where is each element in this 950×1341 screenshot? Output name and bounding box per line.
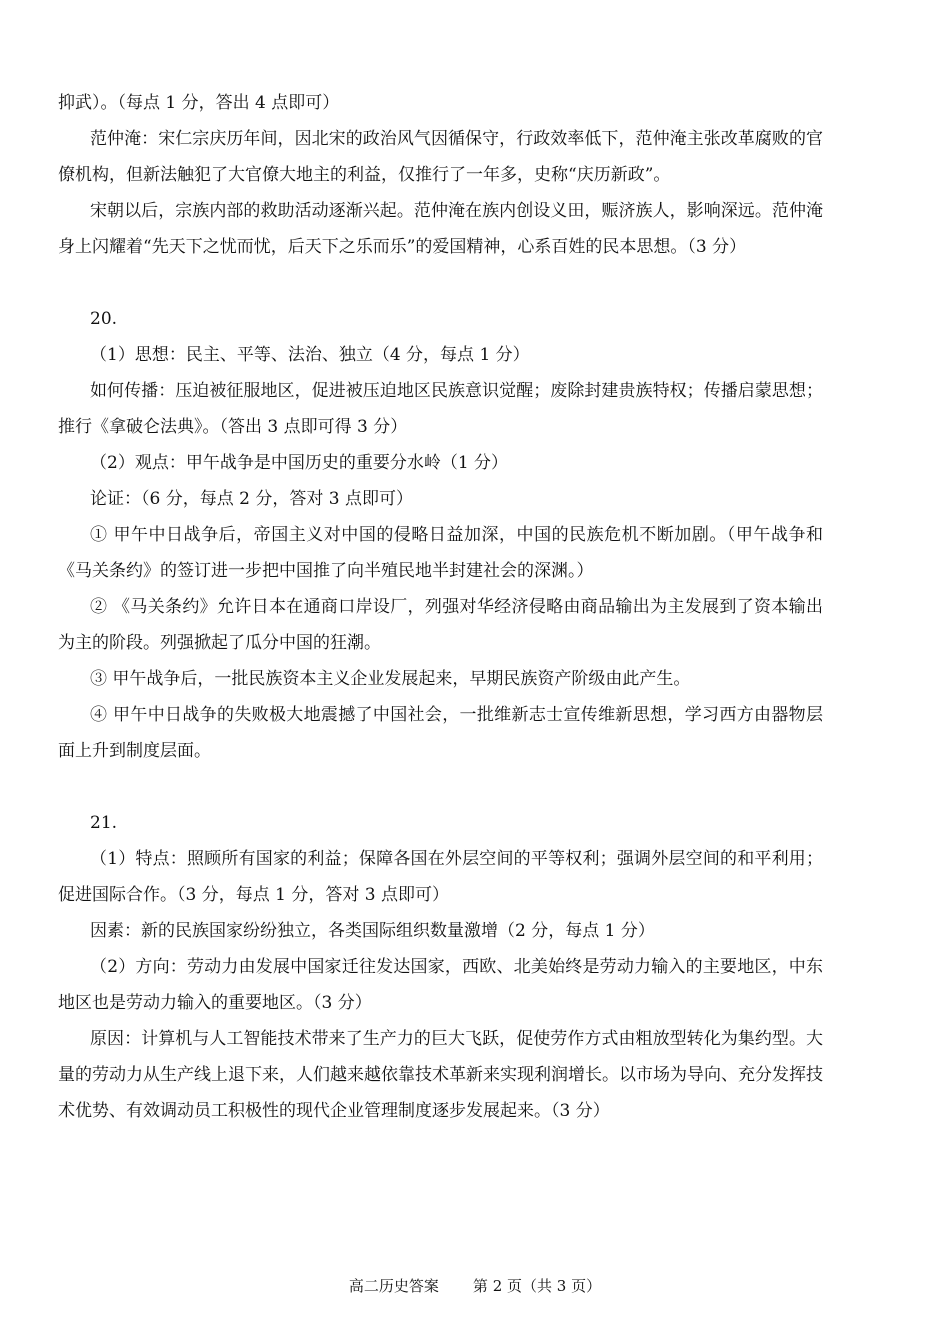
question-number-20: 20. <box>90 309 118 329</box>
section-spacer <box>58 769 823 805</box>
section-spacer <box>58 265 823 301</box>
q20-point-2: ② 《马关条约》允许日本在通商口岸设厂，列强对华经济侵略由商品输出为主发展到了资本输出为主的阶段。列强掀起了瓜分中国的狂潮。 <box>58 597 823 653</box>
q20-point-1: ① 甲午中日战争后，帝国主义对中国的侵略日益加深，中国的民族危机不断加剧。（甲午战争和《马关条约》的签订进一步把中国推了向半殖民地半封建社会的深渊。） <box>58 525 823 581</box>
q21-part1-factors: 因素：新的民族国家纷纷独立，各类国际组织数量激增（2 分，每点 1 分） <box>90 921 655 941</box>
paragraph-continuation: 抑武）。（每点 1 分，答出 4 点即可） <box>58 93 340 113</box>
paragraph-fan-zhongyan-reform: 范仲淹：宋仁宗庆历年间，因北宋的政治风气因循保守，行政效率低下，范仲淹主张改革腐败的官僚机构，但新法触犯了大官僚大地主的利益，仅推行了一年多，史称“庆历新政”。 <box>58 129 823 185</box>
answer-content <box>58 85 823 1129</box>
q20-part2-viewpoint: （2）观点：甲午战争是中国历史的重要分水岭（1 分） <box>90 453 509 473</box>
q21-part2-reasons: 原因：计算机与人工智能技术带来了生产力的巨大飞跃，促使劳作方式由粗放型转化为集约型。大量的劳动力从生产线上退下来，人们越来越依靠技术革新来实现利润增长。以市场为导向、充分发挥技术优势、有效调动员工积极性的现代企业管理制度逐步发展起来。（3 分） <box>58 1029 823 1121</box>
question-number-21: 21. <box>90 813 118 833</box>
page-footer <box>0 1276 950 1296</box>
q21-part1-features: （1）特点：照顾所有国家的利益；保障各国在外层空间的平等权利；强调外层空间的和平利用；促进国际合作。（3 分，每点 1 分，答对 3 点即可） <box>58 849 823 905</box>
q20-part1-thought: （1）思想：民主、平等、法治、独立（4 分，每点 1 分） <box>90 345 530 365</box>
paragraph-fan-zhongyan-influence: 宋朝以后，宗族内部的救助活动逐渐兴起。范仲淹在族内创设义田，赈济族人，影响深远。范仲淹身上闪耀着“先天下之忧而忧，后天下之乐而乐”的爱国精神，心系百姓的民本思想。（3 分） <box>58 201 823 257</box>
q20-part2-argument: 论证：（6 分，每点 2 分，答对 3 点即可） <box>90 489 413 509</box>
q20-point-4: ④ 甲午中日战争的失败极大地震撼了中国社会，一批维新志士宣传维新思想，学习西方由器物层面上升到制度层面。 <box>58 705 823 761</box>
footer-page-number: 第 2 页（共 3 页） <box>472 1277 602 1295</box>
footer-title: 高二历史答案 <box>348 1277 439 1295</box>
q20-point-3: ③ 甲午战争后，一批民族资本主义企业发展起来，早期民族资产阶级由此产生。 <box>90 669 691 689</box>
q20-part1-spread: 如何传播：压迫被征服地区，促进被压迫地区民族意识觉醒；废除封建贵族特权；传播启蒙思想；推行《拿破仑法典》。（答出 3 点即可得 3 分） <box>58 381 823 437</box>
q21-part2-direction: （2）方向：劳动力由发展中国家迁往发达国家，西欧、北美始终是劳动力输入的主要地区，中东地区也是劳动力输入的重要地区。（3 分） <box>58 957 823 1013</box>
